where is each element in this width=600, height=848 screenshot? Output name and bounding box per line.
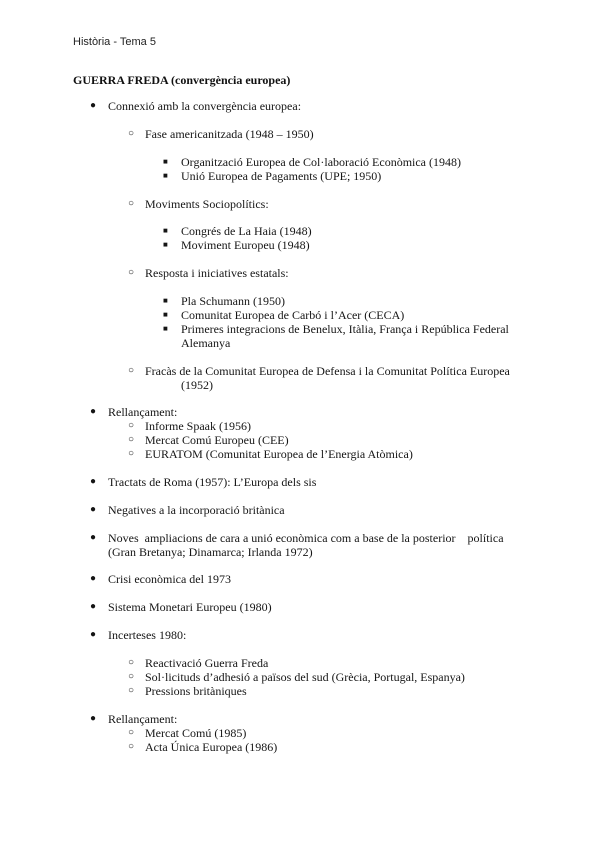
- list-item-continuation: (Gran Bretanya; Dinamarca; Irlanda 1972): [108, 545, 313, 559]
- bullet-level2: ○: [128, 727, 135, 738]
- bullet-level2: ○: [128, 365, 135, 376]
- list-item: Rellançament:: [108, 712, 178, 726]
- bullet-level2: ○: [128, 448, 135, 459]
- bullet-level2: ○: [128, 741, 135, 752]
- list-item: Crisi econòmica del 1973: [108, 572, 231, 586]
- list-item: EURATOM (Comunitat Europea de l’Energia Atòmica): [145, 447, 413, 461]
- list-item: Connexió amb la convergència europea:: [108, 99, 302, 113]
- bullet-level2: ○: [128, 420, 135, 431]
- bullet-level2: ○: [128, 198, 135, 209]
- list-item: Sistema Monetari Europeu (1980): [108, 600, 272, 614]
- list-item: Fracàs de la Comunitat Europea de Defensa i la Comunitat Política Europea: [145, 364, 510, 378]
- bullet-level1: ●: [90, 532, 97, 543]
- list-item: Rellançament:: [108, 405, 178, 419]
- list-item: Moviment Europeu (1948): [181, 238, 310, 252]
- list-item: Mercat Comú Europeu (CEE): [145, 433, 289, 447]
- list-item-continuation: (1952): [181, 378, 213, 392]
- document-title: GUERRA FREDA (convergència europea): [73, 73, 291, 87]
- list-item: Congrés de La Haia (1948): [181, 224, 312, 238]
- bullet-level2: ○: [128, 434, 135, 445]
- bullet-level2: ○: [128, 671, 135, 682]
- list-item: Negatives a la incorporació britànica: [108, 503, 285, 517]
- list-item: Unió Europea de Pagaments (UPE; 1950): [181, 169, 382, 183]
- list-item: Acta Única Europea (1986): [145, 740, 278, 754]
- list-item-continuation: Alemanya: [181, 336, 231, 350]
- list-item: Organització Europea de Col·laboració Econòmica (1948): [181, 155, 462, 169]
- list-item: Noves ampliacions de cara a unió econòmica com a base de la posterior política: [108, 531, 504, 545]
- bullet-level3: ■: [163, 157, 168, 166]
- bullet-level1: ●: [90, 601, 97, 612]
- bullet-level1: ●: [90, 629, 97, 640]
- list-item: Informe Spaak (1956): [145, 419, 251, 433]
- list-item: Mercat Comú (1985): [145, 726, 247, 740]
- bullet-level1: ●: [90, 713, 97, 724]
- list-item: Moviments Sociopolítics:: [145, 197, 269, 211]
- list-item: Pla Schumann (1950): [181, 294, 285, 308]
- bullet-level3: ■: [163, 324, 168, 333]
- bullet-level3: ■: [163, 226, 168, 235]
- bullet-level1: ●: [90, 504, 97, 515]
- list-item: Incerteses 1980:: [108, 628, 187, 642]
- bullet-level2: ○: [128, 685, 135, 696]
- list-item: Reactivació Guerra Freda: [145, 656, 269, 670]
- bullet-level2: ○: [128, 128, 135, 139]
- bullet-level1: ●: [90, 476, 97, 487]
- list-item: Comunitat Europea de Carbó i l’Acer (CECA): [181, 308, 405, 322]
- bullet-level1: ●: [90, 573, 97, 584]
- list-item: Pressions britàniques: [145, 684, 247, 698]
- bullet-level3: ■: [163, 240, 168, 249]
- bullet-level1: ●: [90, 406, 97, 417]
- bullet-level3: ■: [163, 296, 168, 305]
- list-item: Sol·licituds d’adhesió a països del sud (Grècia, Portugal, Espanya): [145, 670, 465, 684]
- bullet-level2: ○: [128, 267, 135, 278]
- bullet-level3: ■: [163, 310, 168, 319]
- list-item: Fase americanitzada (1948 – 1950): [145, 127, 314, 141]
- list-item: Tractats de Roma (1957): L’Europa dels sis: [108, 475, 317, 489]
- list-item: Primeres integracions de Benelux, Itàlia, França i República Federal: [181, 322, 509, 336]
- list-item: Resposta i iniciatives estatals:: [145, 266, 289, 280]
- bullet-level3: ■: [163, 171, 168, 180]
- bullet-level1: ●: [90, 100, 97, 111]
- page-header: Història - Tema 5: [73, 36, 156, 48]
- bullet-level2: ○: [128, 657, 135, 668]
